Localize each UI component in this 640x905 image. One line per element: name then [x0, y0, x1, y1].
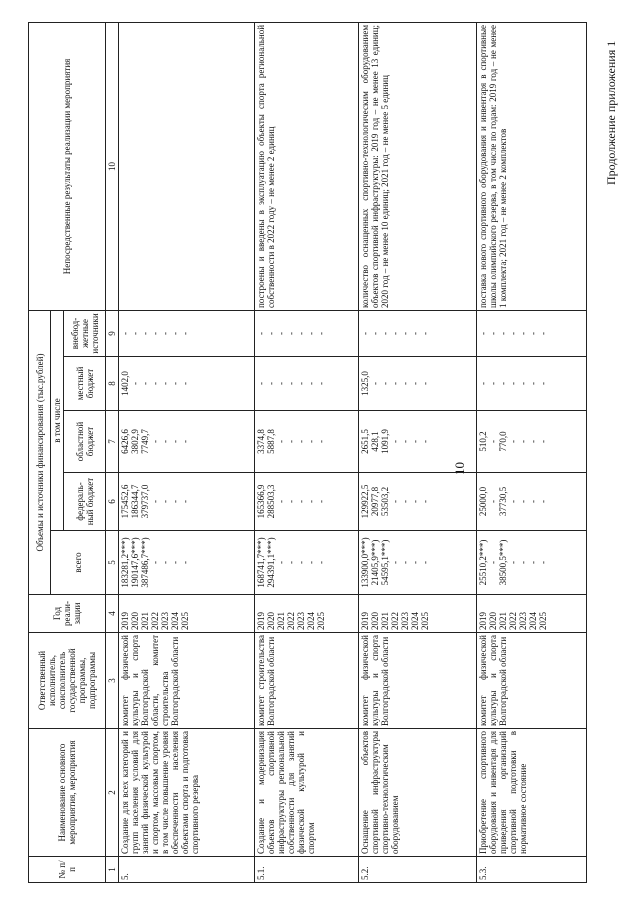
row-result: количество оснащенных спортивно-технологическим оборудованием объектов спортивной инфраструктуры: 2019 год – не менее 13 единиц; 2020 год – не менее 10 единиц; 2021 год – не менее 5 единиц	[359, 22, 477, 310]
row-total: 25510,2***) - 38500,5***) - - - -	[477, 531, 587, 595]
col-number: 3	[106, 633, 119, 729]
col-number: 10	[106, 22, 119, 310]
row-years: 2019 2020 2021 2022 2023 2024 2025	[119, 595, 255, 633]
header-name: Наименование основного мероприятия, мероприятия	[29, 729, 106, 857]
row-result	[119, 22, 255, 310]
row-local: 1325,0 - - - - - -	[359, 357, 477, 411]
row-num: 5.2.	[359, 857, 477, 883]
page-number: 10	[452, 462, 467, 475]
header-including: в том числе	[51, 310, 64, 530]
row-name: Приобретение спортивного оборудования и инвентаря для приведения организаций спортивной подготовки в нормативное состояние	[477, 729, 587, 857]
col-number: 2	[106, 729, 119, 857]
row-extrabudget: - - - - - - -	[359, 310, 477, 356]
row-responsible: комитет физической культуры и спорта Волгоградской области, комитет строительства Волгоградской области	[119, 633, 255, 729]
row-years: 2019 2020 2021 2022 2023 2024 2025	[477, 595, 587, 633]
row-num: 5.	[119, 857, 255, 883]
row-name: Оснащение объектов спортивной инфраструктуры спортивно-технологическим оборудованием	[359, 729, 477, 857]
row-name: Создание и модернизация объектов спортивной инфраструктуры региональной собственности для занятий физической культурой и спортом	[255, 729, 359, 857]
row-federal: 25000,0 - 37730,5 - - - -	[477, 473, 587, 531]
row-regional: 510,2 - 770,0 - - - -	[477, 411, 587, 473]
row-regional: 2651,5 428,1 1091,9 - - - -	[359, 411, 477, 473]
funding-table	[28, 22, 587, 883]
row-regional: 6426,6 3802,9 7749,7 - - - -	[119, 411, 255, 473]
row-federal: 175452,6 186344,7 379737,0 - - - -	[119, 473, 255, 531]
header-year: Год реали- зации	[29, 595, 106, 633]
header-extrabudget: внебюд- жетные источники	[64, 310, 106, 356]
row-name: Создание для всех категорий и групп населения условий для занятий физической культурой и спортом, массовым спортом, в том числе повышение уровня обеспеченности населения объектами спорта и подготовка спортивного резерва	[119, 729, 255, 857]
row-extrabudget: - - - - - - -	[255, 310, 359, 356]
header-result: Непосредственные результаты реализации мероприятия	[29, 22, 106, 310]
continuation-caption: Продолжение приложения 1	[604, 40, 618, 185]
row-num: 5.1.	[255, 857, 359, 883]
row-total: 133900,0***) 21405,9***) 54595,1***) - - - -	[359, 531, 477, 595]
header-federal: федераль- ный бюджет	[64, 473, 106, 531]
header-total: всего	[51, 531, 106, 595]
col-number: 8	[106, 357, 119, 411]
col-number: 6	[106, 473, 119, 531]
header-funding: Объемы и источники финансирования (тыс.рублей)	[29, 310, 51, 594]
row-result: поставка нового спортивного оборудования и инвентаря в спортивные школы олимпийского резерва, в том числе по годам: 2019 год – не менее 1 комплекта; 2021 год – не менее 2 комплектов	[477, 22, 587, 310]
col-number: 4	[106, 595, 119, 633]
row-total: 183281,2***) 190147,6***) 387486,7***) - - - -	[119, 531, 255, 595]
table-row	[119, 22, 255, 882]
row-extrabudget: - - - - - - -	[119, 310, 255, 356]
row-responsible: комитет физической культуры и спорта Волгоградской области	[477, 633, 587, 729]
header-responsible: Ответственный исполнитель, соисполнитель государственной программы, подпрограммы	[29, 633, 106, 729]
row-responsible: комитет физической культуры и спорта Волгоградской области	[359, 633, 477, 729]
table-row	[477, 22, 587, 882]
row-local: - - - - - - -	[477, 357, 587, 411]
table-row	[255, 22, 359, 882]
header-regional: областной бюджет	[64, 411, 106, 473]
column-numbers-row	[106, 22, 119, 882]
col-number: 1	[106, 857, 119, 883]
table-row	[359, 22, 477, 882]
col-number: 7	[106, 411, 119, 473]
row-local: 1402,0 - - - - - -	[119, 357, 255, 411]
row-total: 168741,7***) 294391,1***) - - - - -	[255, 531, 359, 595]
row-local: - - - - - - -	[255, 357, 359, 411]
row-federal: 165366,9 288503,3 - - - - -	[255, 473, 359, 531]
row-responsible: комитет строительства Волгоградской области	[255, 633, 359, 729]
header-local: местный бюджет	[64, 357, 106, 411]
col-number: 9	[106, 310, 119, 356]
row-num: 5.3.	[477, 857, 587, 883]
row-extrabudget: - - - - - - -	[477, 310, 587, 356]
row-years: 2019 2020 2021 2022 2023 2024 2025	[255, 595, 359, 633]
row-regional: 3374,8 5887,8 - - - - -	[255, 411, 359, 473]
row-result: построены и введены в эксплуатацию объекты спорта региональной собственности в 2022 году – не менее 2 единиц	[255, 22, 359, 310]
col-number: 5	[106, 531, 119, 595]
row-years: 2019 2020 2021 2022 2023 2024 2025	[359, 595, 477, 633]
header-num: № п/п	[29, 857, 106, 883]
row-federal: 129922,5 20977,8 53503,2 - - - -	[359, 473, 477, 531]
